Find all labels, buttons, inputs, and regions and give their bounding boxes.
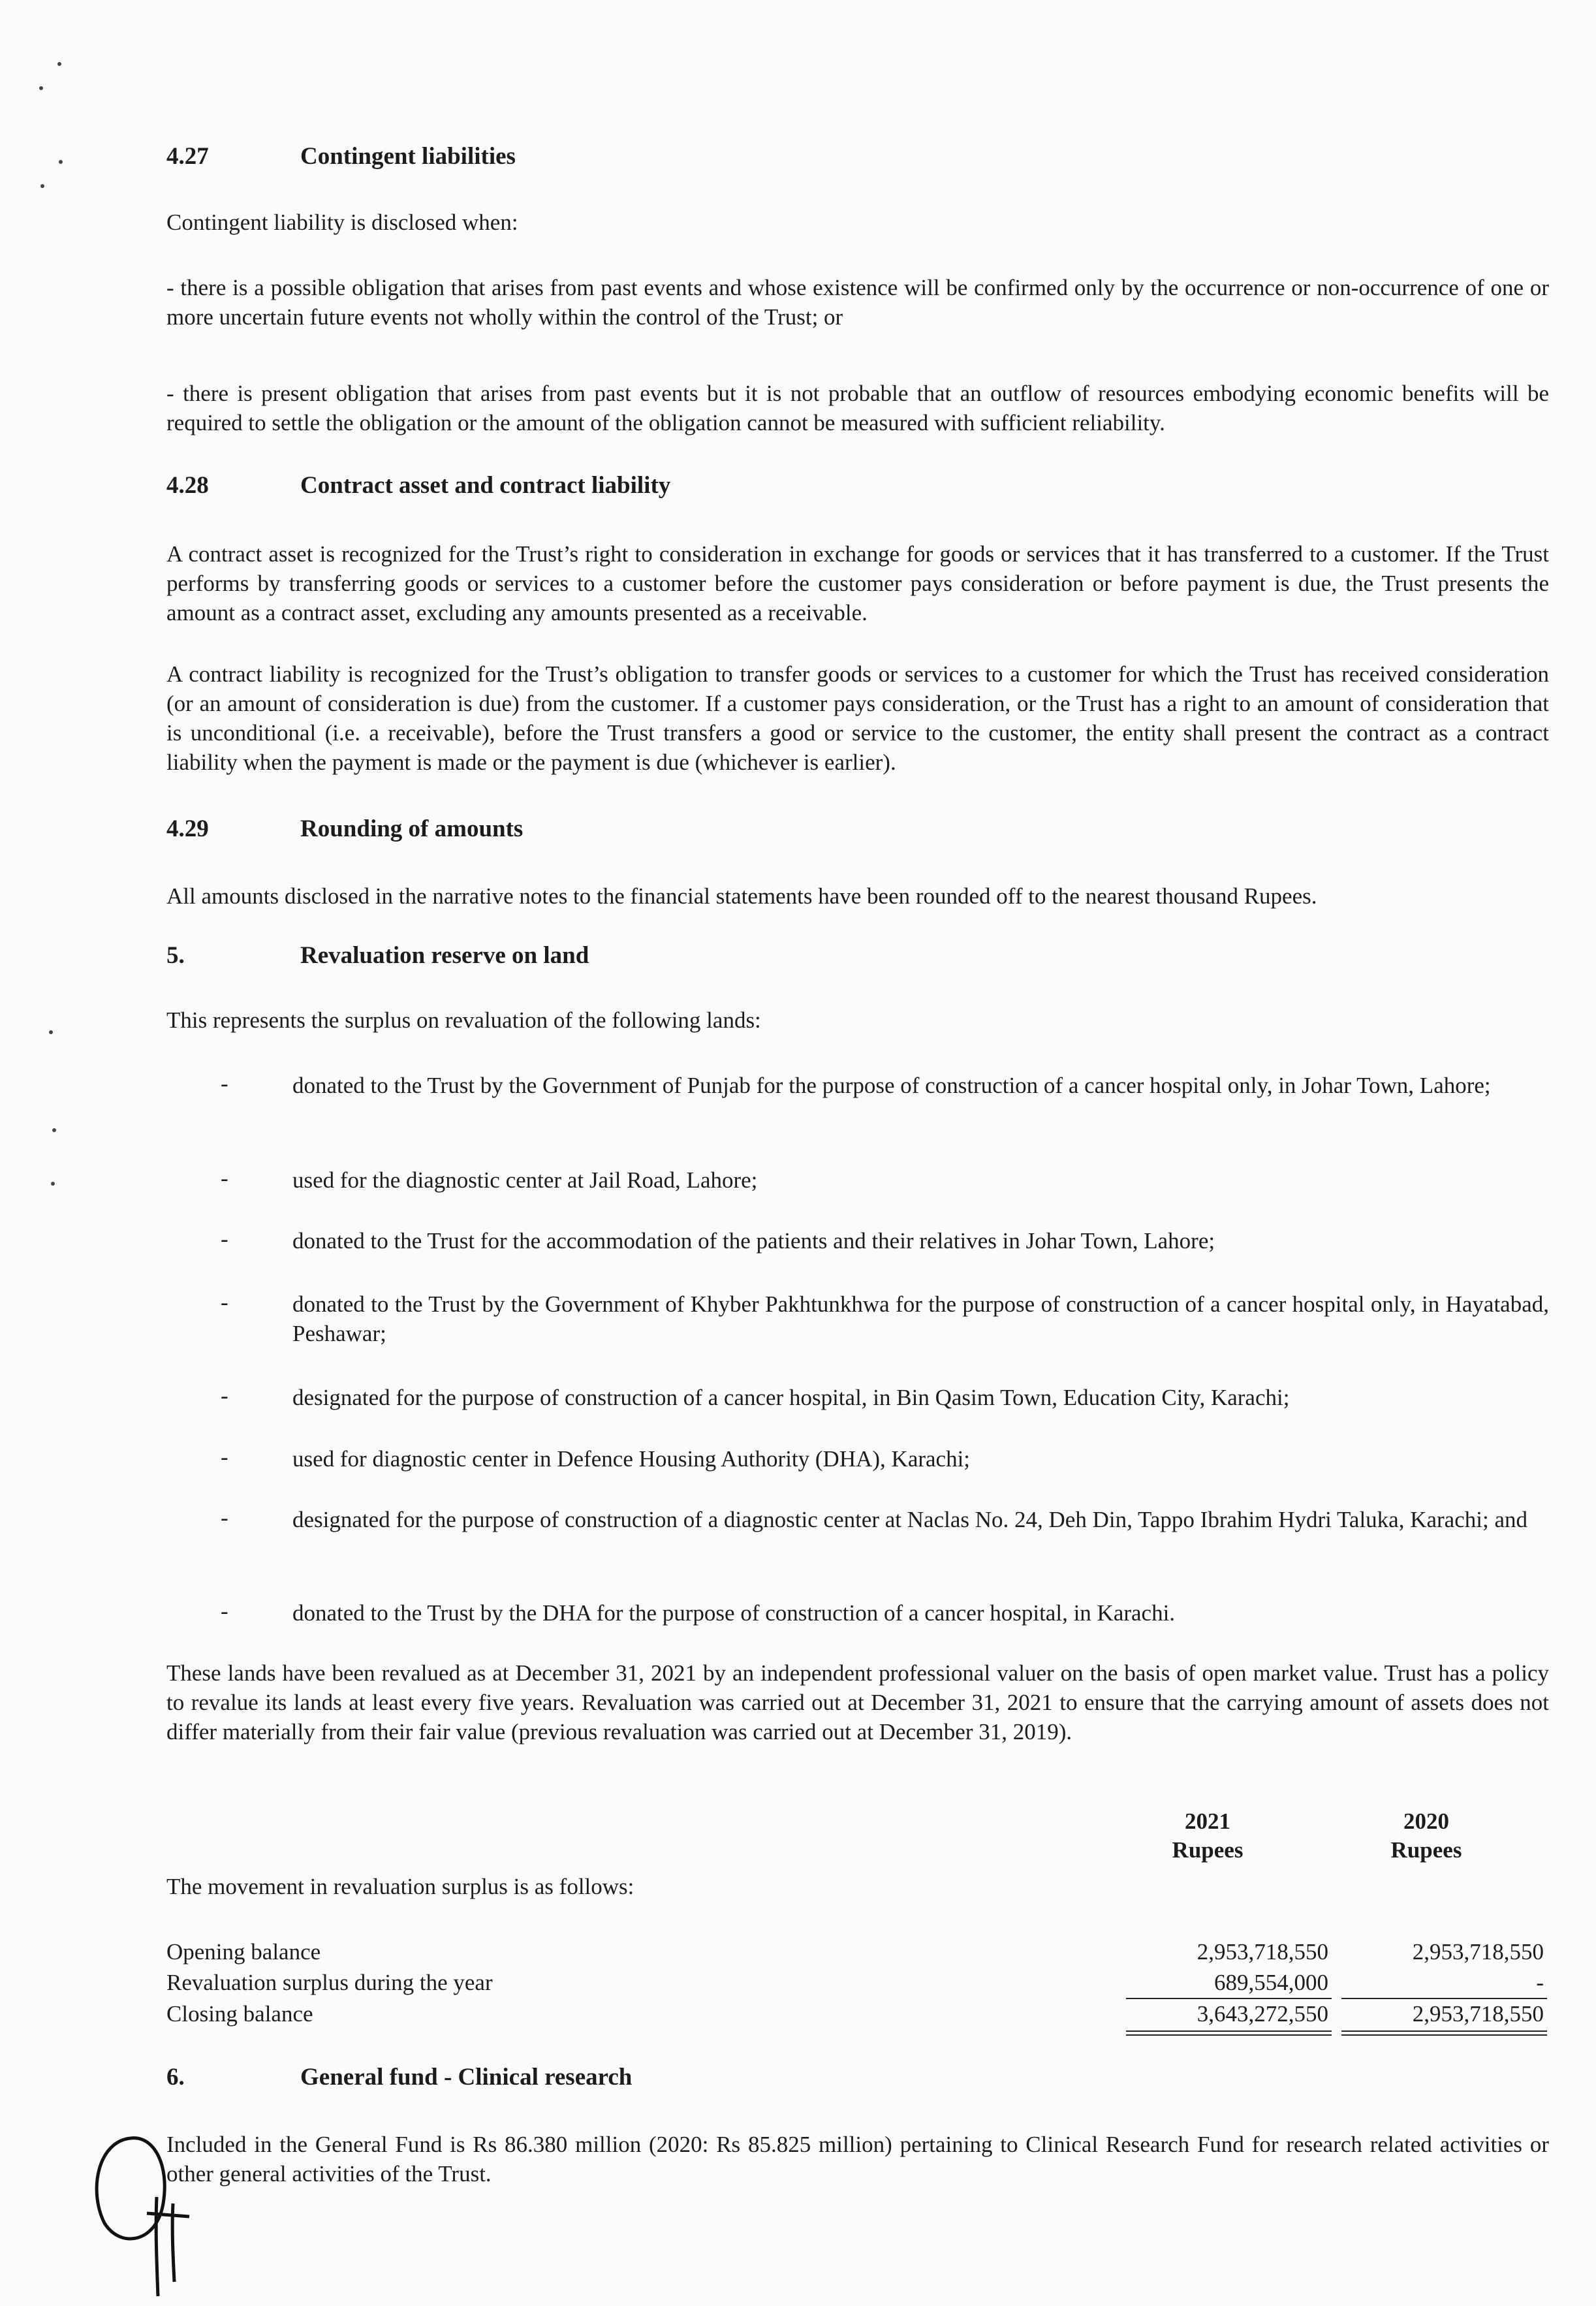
paragraph: These lands have been revalued as at December 31, 2021 by an independent professional valuer on the basis of open market value. Trust has a policy to revalue its lands at least every five years. Revaluation was carried out at December 31, 2021 to ensure that the carrying amount of assets does not differ materially from their fair value (previous revaluation was carried out at December 31, 2019).	[166, 1660, 1549, 1745]
section-number: 4.28	[166, 472, 209, 499]
paragraph: Included in the General Fund is Rs 86.380 million (2020: Rs 85.825 million) pertaining to Clinical Research Fund for research related activities or other general activities of the Trust.	[166, 2132, 1549, 2187]
list-item: donated to the Trust for the accommodation of the patients and their relatives in Johar Town, Lahore;	[292, 1228, 1215, 1254]
column-header-2020	[1341, 1808, 1511, 1863]
table-cell: -	[1536, 1970, 1544, 1995]
section-title: Contract asset and contract liability	[300, 472, 671, 499]
section-title: Rounding of amounts	[300, 815, 524, 842]
list-item: designated for the purpose of construction of a diagnostic center at Naclas No. 24, Deh Din, Tappo Ibrahim Hydri Taluka, Karachi; and	[292, 1507, 1527, 1532]
paragraph: - there is a possible obligation that arises from past events and whose existence will be confirmed only by the occurrence or non-occurrence of one or more uncertain future events not wholly within the control of the Trust; or	[166, 275, 1549, 330]
bullet-dash: -	[221, 1165, 228, 1191]
list-item: designated for the purpose of construction of a cancer hospital, in Bin Qasim Town, Education City, Karachi;	[292, 1385, 1290, 1410]
section-heading-4-29	[166, 815, 523, 843]
section-heading-4-27	[166, 142, 516, 170]
subtotal-rule	[1341, 1998, 1547, 1999]
table-cell: 2,953,718,550	[1412, 2001, 1544, 2027]
table-cell: 2,953,718,550	[1412, 1939, 1544, 1965]
subtotal-rule	[1126, 1998, 1332, 1999]
column-year: 2020	[1403, 1808, 1449, 1834]
section-title: General fund - Clinical research	[300, 2064, 633, 2091]
bullet-dash: -	[221, 1383, 228, 1408]
list-item: used for the diagnostic center at Jail Road, Lahore;	[292, 1167, 758, 1193]
bullet-dash: -	[221, 1289, 228, 1315]
column-year: 2021	[1185, 1808, 1230, 1834]
paragraph: A contract asset is recognized for the Trust’s right to consideration in exchange for goods or services that it has transferred to a customer. If the Trust performs by transferring goods or services to a customer before the customer pays consideration or before payment is due, the Trust presents the amount as a contract asset, excluding any amounts presented as a receivable.	[166, 541, 1549, 625]
list-item: donated to the Trust by the Government of Punjab for the purpose of construction of a cancer hospital only, in Johar Town, Lahore;	[292, 1073, 1491, 1098]
scan-speck	[39, 86, 43, 90]
paragraph: A contract liability is recognized for the Trust’s obligation to transfer goods or services to a customer for which the Trust has received consideration (or an amount of consideration is due) from the customer. If a customer pays consideration, or the Trust has a right to an amount of consideration that is unconditional (i.e. a receivable), before the Trust transfers a good or service to the customer, the entity shall present the contract as a contract liability when the payment is made or the payment is due (whichever is earlier).	[166, 661, 1549, 775]
section-number: 4.29	[166, 815, 209, 842]
bullet-dash: -	[221, 1444, 228, 1470]
section-number: 4.27	[166, 143, 209, 170]
list-item: donated to the Trust by the DHA for the purpose of construction of a cancer hospital, in Karachi.	[292, 1600, 1176, 1626]
section-number: 5.	[166, 942, 185, 969]
column-unit: Rupees	[1172, 1837, 1244, 1863]
total-rule	[1126, 2030, 1332, 2032]
paragraph: - there is present obligation that arises from past events but it is not probable that an outflow of resources embodying economic benefits will be required to settle the obligation or the amount of the obligation cannot be measured with sufficient reliability.	[166, 381, 1549, 435]
scan-speck	[49, 1030, 53, 1034]
scan-speck	[52, 1128, 56, 1132]
section-heading-4-28	[166, 471, 670, 499]
section-title: Contingent liabilities	[300, 143, 516, 170]
section-heading-6	[166, 2063, 632, 2091]
total-rule	[1341, 2030, 1547, 2032]
table-row-label: Revaluation surplus during the year	[166, 1970, 493, 1995]
paragraph: This represents the surplus on revaluation of the following lands:	[166, 1007, 761, 1033]
table-row-label: Closing balance	[166, 2001, 313, 2027]
total-rule	[1126, 2034, 1332, 2036]
scan-speck	[51, 1182, 55, 1186]
paragraph: Contingent liability is disclosed when:	[166, 210, 518, 235]
handwritten-initials	[85, 2125, 202, 2301]
bullet-dash: -	[221, 1598, 228, 1624]
section-heading-5	[166, 941, 589, 970]
bullet-dash: -	[221, 1505, 228, 1530]
column-header-2021	[1123, 1808, 1292, 1863]
table-cell: 2,953,718,550	[1197, 1939, 1328, 1965]
bullet-dash: -	[221, 1071, 228, 1096]
column-unit: Rupees	[1390, 1837, 1462, 1863]
table-row-label: Opening balance	[166, 1939, 321, 1965]
paragraph: All amounts disclosed in the narrative notes to the financial statements have been rounded off to the nearest thousand Rupees.	[166, 883, 1317, 909]
total-rule	[1341, 2034, 1547, 2036]
table-caption: The movement in revaluation surplus is as follows:	[166, 1874, 634, 1899]
list-item: used for diagnostic center in Defence Housing Authority (DHA), Karachi;	[292, 1446, 971, 1472]
bullet-dash: -	[221, 1226, 228, 1252]
section-title: Revaluation reserve on land	[300, 942, 589, 969]
scan-speck	[57, 62, 61, 66]
table-cell: 689,554,000	[1214, 1970, 1328, 1995]
scan-speck	[40, 184, 44, 188]
list-item: donated to the Trust by the Government of Khyber Pakhtunkhwa for the purpose of construction of a cancer hospital only, in Hayatabad, Peshawar;	[292, 1291, 1549, 1346]
section-number: 6.	[166, 2064, 185, 2091]
scan-speck	[59, 160, 63, 164]
table-cell: 3,643,272,550	[1197, 2001, 1328, 2027]
